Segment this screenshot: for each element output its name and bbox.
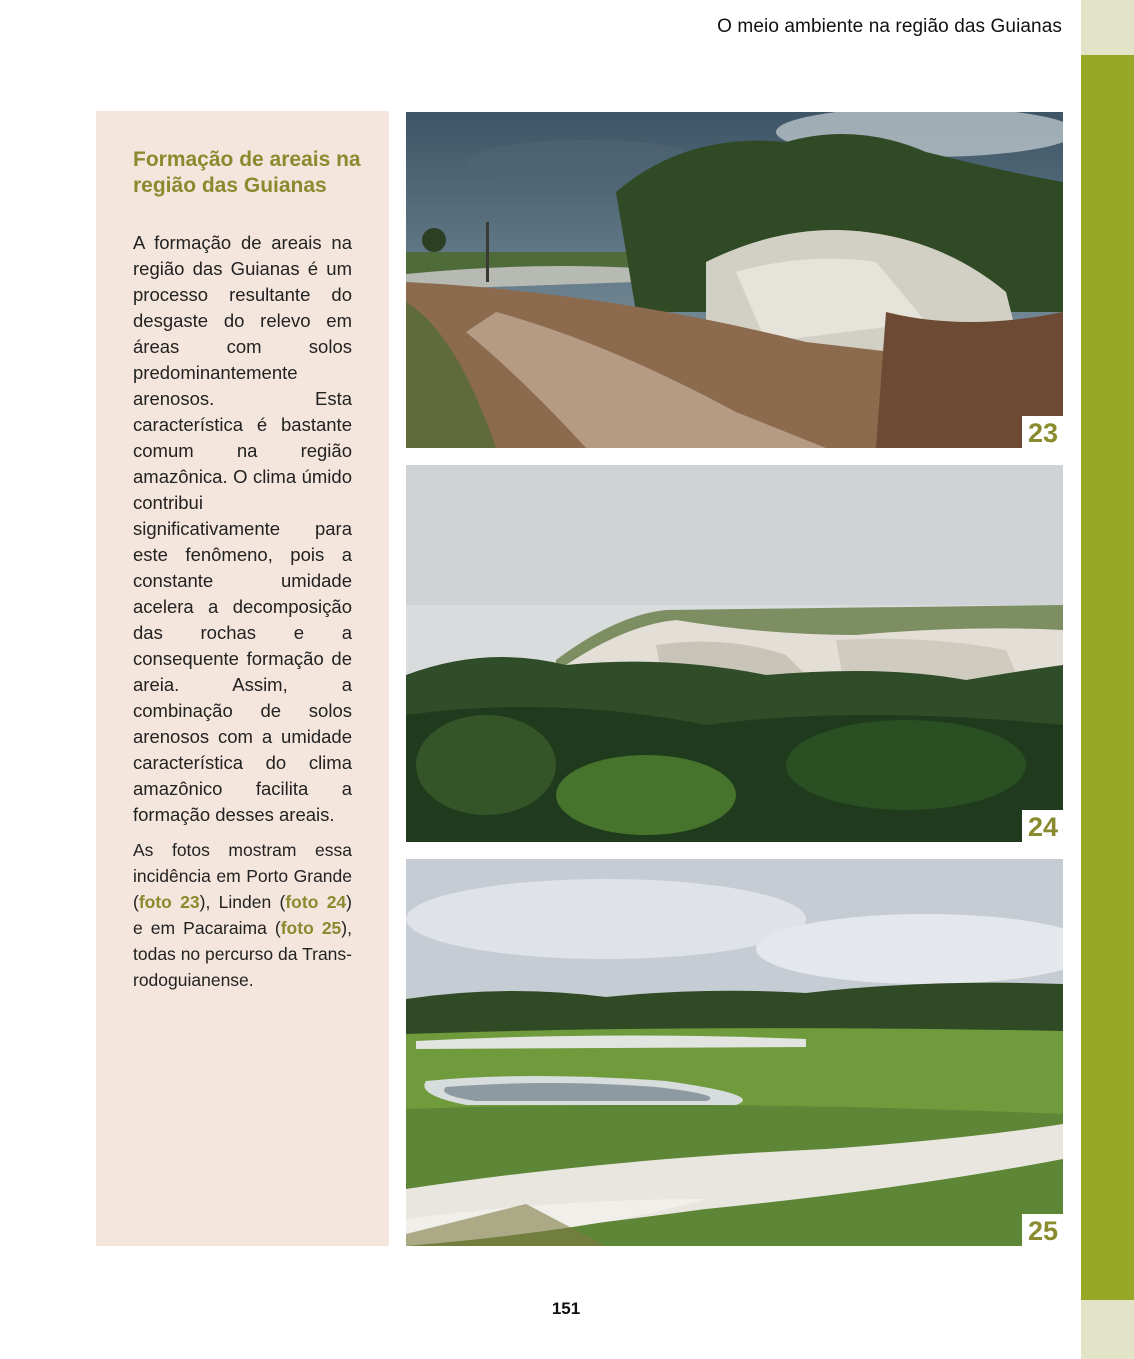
page-edge-tab-top xyxy=(1081,0,1134,55)
p2-text-b: ), Linden ( xyxy=(199,892,286,912)
sidebar-body xyxy=(133,230,352,1002)
p2-text-c: ) e em Pacaraima ( xyxy=(133,892,352,938)
photo-24-image xyxy=(406,465,1063,842)
photo-ref-25: foto 25 xyxy=(280,918,342,938)
page-edge-tab xyxy=(1081,55,1134,1300)
p2-text-a: As fotos mostram essa incidência em Porto Grande ( xyxy=(133,840,352,912)
sidebar-paragraph-1: A formação de areais na região das Guianas é um processo resultante do desgaste do relevo em áreas com solos predominantemente arenosos. Esta característica é bastante comum na região amazônica. O clima úmido contribui significativamente para este fenômeno, pois a constante umidade acelera a decomposição das rochas e a consequente formação de areia. Assim, a combinação de solos arenosos com a umidade característica do clima amazônico facilita a formação desses areais. xyxy=(133,232,352,825)
photo-ref-23: foto 23 xyxy=(138,892,200,912)
photo-25-image xyxy=(406,859,1063,1246)
photo-number-25: 25 xyxy=(1022,1214,1063,1246)
sidebar-title: Formação de areais na região das Guianas xyxy=(133,148,361,197)
p2-text-d: ), todas no percurso da Trans-rodoguianense. xyxy=(133,918,352,990)
page-number: 151 xyxy=(551,1299,581,1318)
photo-24 xyxy=(406,465,1063,842)
photo-23-image xyxy=(406,112,1063,448)
photo-number-23: 23 xyxy=(1022,416,1063,448)
running-header: O meio ambiente na região das Guianas xyxy=(717,16,1062,37)
photo-ref-24: foto 24 xyxy=(285,892,347,912)
page-edge-tab-bottom xyxy=(1081,1300,1134,1359)
sidebar-box xyxy=(96,111,389,1246)
photo-number-24: 24 xyxy=(1022,810,1063,842)
photo-25 xyxy=(406,859,1063,1246)
sidebar-paragraph-2 xyxy=(133,837,352,993)
photo-23 xyxy=(406,112,1063,448)
